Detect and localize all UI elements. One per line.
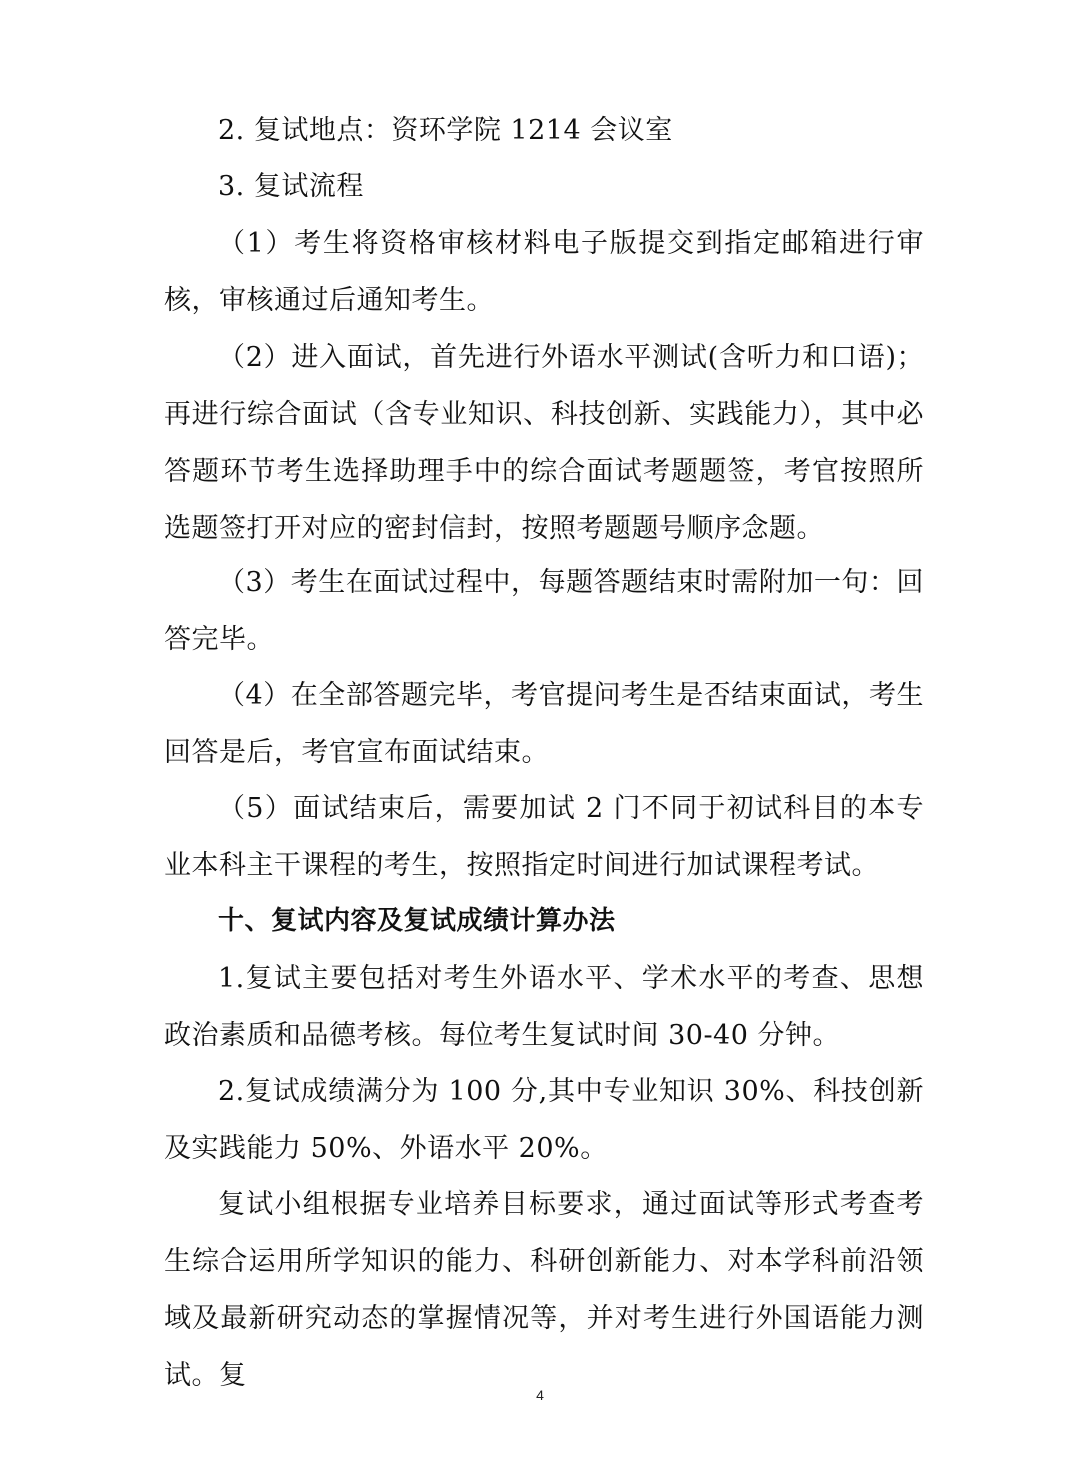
paragraph-step-4: （4）在全部答题完毕，考官提问考生是否结束面试，考生回答是后，考官宣布面试结束。 — [164, 680, 924, 768]
section-heading-10: 十、复试内容及复试成绩计算办法 — [218, 906, 616, 936]
paragraph-content-3: 复试小组根据专业培养目标要求，通过面试等形式考查考生综合运用所学知识的能力、科研创新能力、对本学科前沿领域及最新研究动态的掌握情况等，并对考生进行外国语能力测试。复 — [164, 1189, 924, 1391]
paragraph-step-5: （5）面试结束后，需要加试 2 门不同于初试科目的本专业本科主干课程的考生，按照指定时间进行加试课程考试。 — [164, 793, 924, 881]
paragraph-location: 2. 复试地点：资环学院 1214 会议室 — [218, 115, 673, 146]
paragraph-process-title: 3. 复试流程 — [218, 171, 364, 202]
paragraph-content-1: 1.复试主要包括对考生外语水平、学术水平的考查、思想政治素质和品德考核。每位考生复试时间 30-40 分钟。 — [164, 963, 924, 1051]
paragraph-step-1: （1）考生将资格审核材料电子版提交到指定邮箱进行审核，审核通过后通知考生。 — [164, 228, 924, 316]
paragraph-step-2: （2）进入面试，首先进行外语水平测试(含听力和口语)；再进行综合面试（含专业知识、科技创新、实践能力），其中必答题环节考生选择助理手中的综合面试考题题签，考官按照所选题签打开对应的密封信封，按照考题题号顺序念题。 — [164, 342, 924, 544]
paragraph-content-2: 2.复试成绩满分为 100 分,其中专业知识 30%、科技创新及实践能力 50%、外语水平 20%。 — [164, 1076, 924, 1164]
paragraph-step-3: （3）考生在面试过程中，每题答题结束时需附加一句：回答完毕。 — [164, 567, 924, 655]
page-number: 4 — [536, 1387, 544, 1403]
